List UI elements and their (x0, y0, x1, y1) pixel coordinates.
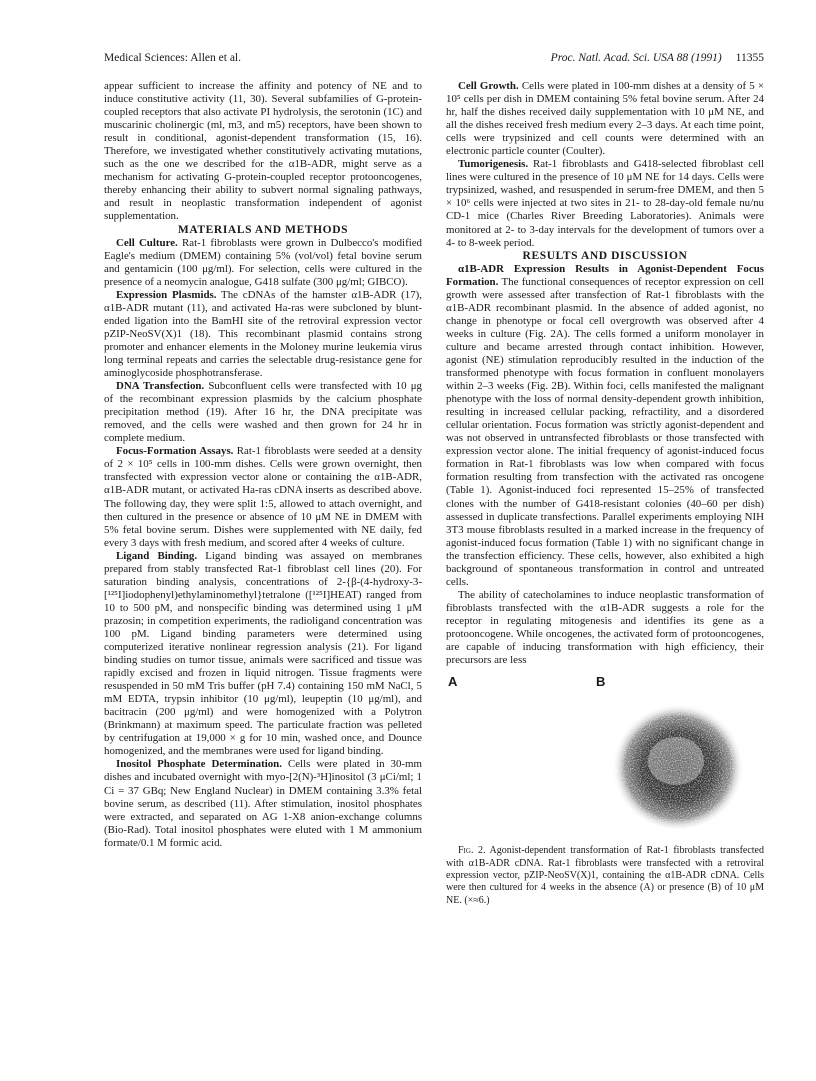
section-title-results: RESULTS AND DISCUSSION (522, 249, 688, 262)
run-in-head: Inositol Phosphate Determination. (116, 758, 282, 771)
intro-paragraph: appear sufficient to increase the affinity and potency of NE and to induce constitutive activity (11, 30). Several subfamilies of G-protein-coupled receptors that also activate PI hydrolysis, the serotonin (1C) and muscarinic cholinergic (ml, m3, and m5) receptors, have been shown to result in conditional, agonist-dependent transformation (15, 16). Therefore, we investigated whether constitutively activating mutations, such as the one we described for the α1B-ADR, might serve as a mechanism for activating G-protein-coupled receptor protooncogenes, thereby enhancing their ability to subvert normal signaling pathways, and result in neoplastic transformation independent of agonist supplementation. (104, 80, 422, 223)
paragraph-inositol-phosphate (104, 758, 422, 849)
paragraph-text: The ability of catecholamines to induce neoplastic transformation of fibroblasts transfected with the α1B-ADR suggests a role for the receptor in regulating mitogenesis and identifies its gene as a protooncogene. While oncogenes, the activated form of protooncogenes, are capable of inducing transformation with high efficiency, their precursors are less (446, 588, 764, 667)
run-in-head: DNA Transfection. (116, 380, 205, 393)
header-section-authors: Medical Sciences: Allen et al. (104, 52, 241, 64)
paragraph-text: Subconfluent cells were transfected with 10 μg of the recombinant expression plasmids by the calcium phosphate precipitation method (19). After 16 hr, the DNA precipitate was removed, and the cells were washed and then grown for 24 hr in complete medium. (104, 380, 422, 445)
paragraph-cell-growth (446, 80, 764, 158)
paragraph-tumorigenesis (446, 158, 764, 249)
section-title-methods: MATERIALS AND METHODS (177, 223, 349, 236)
paragraph-cell-culture (104, 237, 422, 289)
focus-micrograph (606, 685, 756, 835)
panel-label-a: A (448, 674, 458, 690)
header-journal: Proc. Natl. Acad. Sci. USA 88 (1991) (550, 52, 722, 64)
paragraph-expression-plasmids (104, 289, 422, 380)
figure-caption (446, 845, 764, 907)
paragraph-text: Rat-1 fibroblasts were seeded at a density of 2 × 10⁵ cells in 100-mm dishes. Cells were grown overnight, then transfected with expression vector alone or containing the α1B-ADR, α1B-ADR mutant, or activated Ha-ras cDNA inserts as described above. The following day, they were split 1:5, allowed to attach overnight, and then cultured in the presence or absence of 10 μM NE in DMEM with 5% fetal bovine serum. Dishes were supplemented with NE daily, fed every 3 days with fresh medium, and scored after 4 weeks of culture. (104, 445, 422, 549)
run-in-head: Cell Growth. (458, 80, 519, 92)
run-in-head: α1B-ADR Expression Results in Agonist-Dependent Focus Formation. (446, 262, 764, 288)
paragraph-text: Rat-1 fibroblasts and G418-selected fibroblast cell lines were cultured in the presence of 10 μM NE for 14 days. Cells were trypsinized, washed, and resuspended in serum-free DMEM, and then 5 × 10⁶ cells were injected at two sites in 21- to 28-day-old female nu/nu CD-1 mice (Charles River Breeding Laboratories). Animals were monitored at 2- to 3-day intervals for the development of tumors over a 4- to 8-week period. (446, 158, 764, 249)
paragraph-focus-formation (104, 445, 422, 549)
running-header (104, 52, 764, 68)
right-column (446, 80, 764, 907)
caption-label: Fig. 2. (458, 845, 486, 857)
paragraph-text: Cells were plated in 100-mm dishes at a density of 5 × 10⁵ cells per dish in DMEM containing 5% fetal bovine serum. After 24 hr, half the dishes received daily supplementation with 10 μM NE, and all the dishes received fresh medium every 2–3 days. At each time point, cells were trypsinized and cell counts were determined with an electronic particle counter (Coulter). (446, 80, 764, 158)
run-in-head: Expression Plasmids. (116, 288, 217, 301)
paragraph-text: Ligand binding was assayed on membranes prepared from stably transfected Rat-1 fibroblast cell lines (20). For saturation binding analysis, concentrations of 2-{β-(4-hydroxy-3-[¹²⁵I]iodophenyl)ethylaminomethyl}tetralone ([¹²⁵I]HEAT) ranged from 10 to 500 pM, and nonspecific binding was determined using 1 μM prazosin; in competition experiments, the radioligand concentration was 100 pM. Ligand binding parameters were determined using computerized iterative nonlinear regression analysis (21). For ligand binding studies on tumor tissue, animals were sacrificed and tissue was rapidly excised and frozen in liquid nitrogen. Tissue fragments were resuspended in 50 mM Tris buffer (pH 7.4) containing 150 mM NaCl, 5 mM EDTA, trypsin inhibitor (10 μg/ml), leupeptin (10 μg/ml), and bacitracin (200 μg/ml) and were homogenized with a Polytron (Brinkmann) at maximum speed. The particulate fraction was pelleted by centrifugation at 19,000 × g for 10 min, washed once, and Dounce homogenized, and the membranes were used for ligand binding. (104, 549, 423, 758)
paragraph-text: Rat-1 fibroblasts were grown in Dulbecco's modified Eagle's medium (DMEM) containing 5% (vol/vol) fetal bovine serum and gentamicin (100 μg/ml). For selection, cells were cultured in the presence of a neomycin analogue, G418 sulfate (300 μg/ml; GIBCO). (104, 236, 422, 288)
paragraph-text: The cDNAs of the hamster α1B-ADR (17), α1B-ADR mutant (11), and activated Ha-ras were subcloned by blunt-ended ligation into the BamHI site of the retroviral expression vector pZIP-NeoSV(X)1 (18). This recombinant plasmid contains strong promoter and enhancer elements in the Moloney murine leukemia virus long terminal repeats and carries the selectable drug-resistance gene for aminoglycoside phosphotransferase. (104, 288, 422, 380)
paragraph-ligand-binding (104, 550, 422, 759)
header-journal-page (551, 52, 764, 64)
paragraph-catecholamines (446, 589, 764, 667)
paragraph-focus-results (446, 263, 764, 589)
caption-text: Agonist-dependent transformation of Rat-1 fibroblasts transfected with α1B-ADR cDNA. Rat-1 fibroblasts were transfected with a retroviral expression vector, pZIP-NeoSV(X)1, containing the α1B-ADR cDNA. Cells were then cultured for 4 weeks in the absence (A) or presence (B) of 10 μM NE. (×≈6.) (446, 845, 764, 906)
run-in-head: Focus-Formation Assays. (116, 445, 234, 458)
run-in-head: Ligand Binding. (116, 549, 198, 562)
run-in-head: Cell Culture. (116, 236, 178, 249)
left-column (104, 80, 422, 850)
run-in-head: Tumorigenesis. (458, 158, 529, 171)
header-page-number: 11355 (735, 52, 764, 64)
paragraph-text: Cells were plated in 30-mm dishes and incubated overnight with myo-[2(N)-³H]inositol (3 μCi/ml; 1 Ci = 37 GBq; New England Nuclear) in DMEM containing 3.3% fetal bovine serum, as described (11). After stimulation, inositol phosphates were extracted, and separated on AG 1-X8 anion-exchange columns (Bio-Rad). Total inositol phosphates were eluted with 1 M ammonium formate/0.1 M formic acid. (104, 758, 422, 849)
figure-2 (446, 675, 764, 845)
paragraph-dna-transfection (104, 380, 422, 445)
paragraph-text: The functional consequences of receptor expression on cell growth were assessed after transfection of Rat-1 fibroblasts with the α1B-ADR recombinant plasmid. In the absence of added agonist, no change in phenotype or focal cell overgrowth was observed after 4 weeks in culture (Fig. 2A). The cells formed a uniform monolayer in culture and became arrested through contact inhibition. However, agonist (NE) stimulation reproducibly resulted in the induction of the transformed phenotype with focus formation in confluent monolayers within 2–3 weeks (Fig. 2B). Within foci, cells manifested the malignant phenotype with the loss of normal density-dependent growth inhibition, resulting in increased cellular packing, refractility, and a disordered cellular orientation. Focus formation was strictly agonist-dependent and was not observed in untransfected fibroblasts or those transfected with expression vector alone. The initial frequency of agonist-induced focus formation in Rat-1 fibroblasts was low when compared with focus formation resulting from transfection with the activated ras oncogene (Table 1). Agonist-induced foci represented 15–25% of transfected clones with the number of G418-resistant colonies (40–60 per dish) assessed in duplicate transfections. Parallel experiments employing NIH 3T3 mouse fibroblasts resulted in a marked increase in the frequency of agonist-induced focus formation (Table 1) with no significant change in the transfection efficiency. These cells, however, also exhibited a high background of spontaneous transformation in control and untreated cells. (446, 275, 764, 588)
panel-label-b: B (596, 674, 606, 690)
